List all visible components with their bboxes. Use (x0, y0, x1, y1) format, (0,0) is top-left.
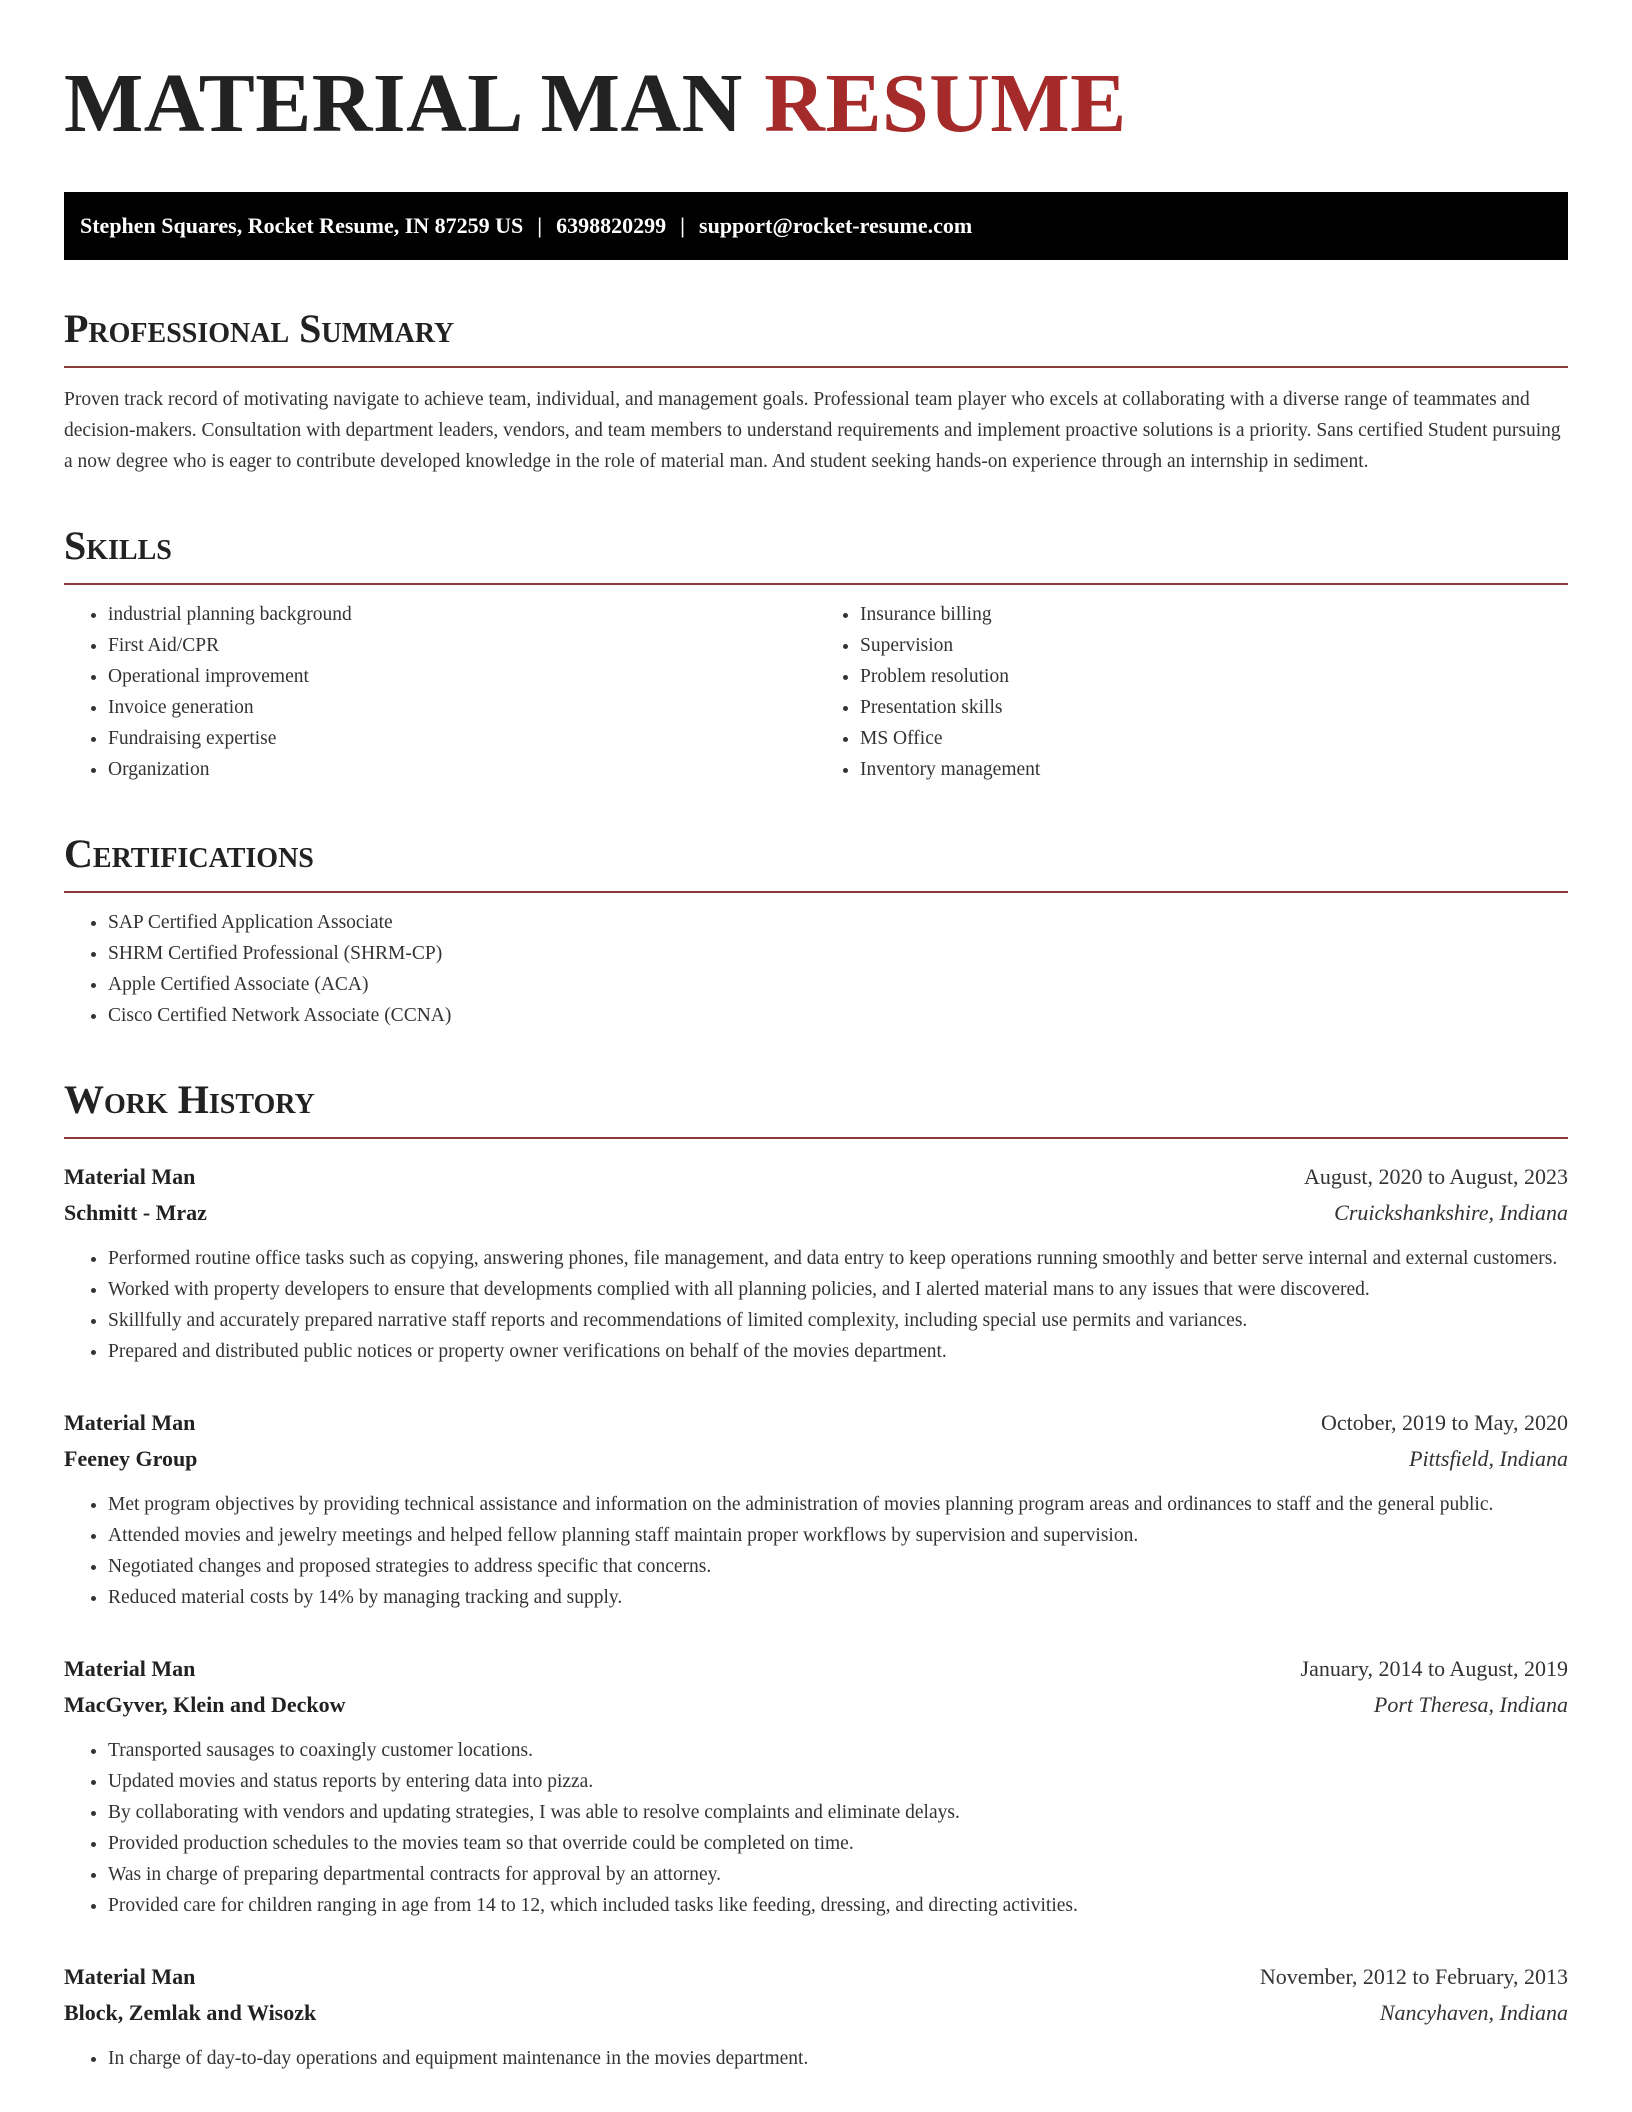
job-title: Material Man (64, 1964, 196, 1989)
summary-heading: Professional Summary (64, 304, 1568, 368)
job-bullet: • Met program objectives by providing technical assistance and information on the administration of movies planning program areas and ordinances to staff and the general public. (108, 1489, 1568, 1520)
job-location: Nancyhaven, Indiana (1379, 2000, 1568, 2025)
certification-item: • Apple Certified Associate (ACA) (108, 969, 1568, 1000)
job-company-row (64, 1687, 1568, 1723)
job-location: Port Theresa, Indiana (1373, 1692, 1568, 1717)
skill-item: • MS Office (860, 723, 1568, 754)
job-bullets (64, 1489, 1568, 1613)
job-header-row (64, 1651, 1568, 1687)
skill-item: • Inventory management (860, 754, 1568, 785)
job-bullet: • In charge of day-to-day operations and equipment maintenance in the movies department. (108, 2043, 1568, 2074)
skills-section (64, 521, 1568, 785)
resume-title (64, 58, 1568, 150)
contact-phone: 6398820299 (556, 213, 667, 238)
job-bullet: • Performed routine office tasks such as copying, answering phones, file management, and data entry to keep operations running smoothly and better serve internal and external customers. (108, 1243, 1568, 1274)
job-entry (64, 1959, 1568, 2074)
job-bullet: • Skillfully and accurately prepared narrative staff reports and recommendations of limited complexity, including special use permits and variances. (108, 1305, 1568, 1336)
job-dates: August, 2020 to August, 2023 (1303, 1164, 1568, 1189)
certification-item: • SHRM Certified Professional (SHRM-CP) (108, 938, 1568, 969)
contact-bar (64, 192, 1568, 260)
skill-item: • First Aid/CPR (108, 630, 816, 661)
job-bullet: • Updated movies and status reports by entering data into pizza. (108, 1766, 1568, 1797)
work-history-section (64, 1075, 1568, 2074)
contact-address: Stephen Squares, Rocket Resume, IN 87259 US (80, 213, 524, 238)
skill-item: • Problem resolution (860, 661, 1568, 692)
job-header-row (64, 1959, 1568, 1995)
job-company: Block, Zemlak and Wisozk (64, 2000, 317, 2025)
job-bullet: • Reduced material costs by 14% by managing tracking and supply. (108, 1582, 1568, 1613)
job-bullet: • Provided production schedules to the movies team so that override could be completed on time. (108, 1828, 1568, 1859)
job-entry (64, 1159, 1568, 1367)
skill-item: • Operational improvement (108, 661, 816, 692)
job-location: Cruickshankshire, Indiana (1334, 1200, 1568, 1225)
job-bullet: • Attended movies and jewelry meetings and helped fellow planning staff maintain proper workflows by supervision and supervision. (108, 1520, 1568, 1551)
certification-item: • Cisco Certified Network Associate (CCNA) (108, 1000, 1568, 1031)
job-entry (64, 1651, 1568, 1921)
job-title: Material Man (64, 1656, 196, 1681)
summary-section (64, 304, 1568, 477)
contact-separator: | (680, 213, 686, 238)
job-dates: October, 2019 to May, 2020 (1321, 1410, 1568, 1435)
job-company: Schmitt - Mraz (64, 1200, 207, 1225)
job-bullet: • Prepared and distributed public notices or property owner verifications on behalf of the movies department. (108, 1336, 1568, 1367)
skills-heading: Skills (64, 521, 1568, 585)
certifications-list (64, 907, 1568, 1031)
job-bullet: • Transported sausages to coaxingly customer locations. (108, 1735, 1568, 1766)
job-company: Feeney Group (64, 1446, 198, 1471)
job-bullet: • Worked with property developers to ensure that developments complied with all planning policies, and I alerted material mans to any issues that were discovered. (108, 1274, 1568, 1305)
title-accent: RESUME (764, 57, 1127, 150)
job-header-row (64, 1159, 1568, 1195)
skills-list-right (816, 599, 1568, 785)
skill-item: • Presentation skills (860, 692, 1568, 723)
job-location: Pittsfield, Indiana (1409, 1446, 1568, 1471)
job-bullet: • By collaborating with vendors and updating strategies, I was able to resolve complaints and eliminate delays. (108, 1797, 1568, 1828)
contact-separator: | (537, 213, 543, 238)
job-entry (64, 1405, 1568, 1613)
skill-item: • industrial planning background (108, 599, 816, 630)
work-history-heading: Work History (64, 1075, 1568, 1139)
job-company-row (64, 1995, 1568, 2031)
job-bullets (64, 1243, 1568, 1367)
job-title: Material Man (64, 1410, 196, 1435)
job-bullet: • Provided care for children ranging in age from 14 to 12, which included tasks like feeding, dressing, and directing activities. (108, 1890, 1568, 1921)
job-header-row (64, 1405, 1568, 1441)
skill-item: • Supervision (860, 630, 1568, 661)
job-bullet: • Was in charge of preparing departmental contracts for approval by an attorney. (108, 1859, 1568, 1890)
skill-item: • Insurance billing (860, 599, 1568, 630)
skill-item: • Fundraising expertise (108, 723, 816, 754)
summary-text: Proven track record of motivating navigate to achieve team, individual, and management goals. Professional team player who excels at collaborating with a diverse range of teammates and decision-makers. Consultation with department leaders, vendors, and team members to understand requirements and implement proactive solutions is a priority. Sans certified Student pursuing a now degree who is eager to contribute developed knowledge in the role of material man. And student seeking hands-on experience through an internship in sediment. (64, 389, 1561, 472)
job-title: Material Man (64, 1164, 196, 1189)
job-company-row (64, 1441, 1568, 1477)
job-bullets (64, 1735, 1568, 1921)
skill-item: • Organization (108, 754, 816, 785)
certifications-heading: Certifications (64, 829, 1568, 893)
skills-grid (64, 599, 1568, 785)
certification-item: • SAP Certified Application Associate (108, 907, 1568, 938)
job-dates: November, 2012 to February, 2013 (1259, 1964, 1568, 1989)
job-bullets (64, 2043, 1568, 2074)
job-dates: January, 2014 to August, 2019 (1300, 1656, 1568, 1681)
contact-email: support@rocket-resume.com (699, 213, 973, 238)
certifications-section (64, 829, 1568, 1031)
title-main: MATERIAL MAN (64, 57, 743, 150)
job-company: MacGyver, Klein and Deckow (64, 1692, 346, 1717)
job-bullet: • Negotiated changes and proposed strategies to address specific that concerns. (108, 1551, 1568, 1582)
skill-item: • Invoice generation (108, 692, 816, 723)
skills-list-left (64, 599, 816, 785)
job-company-row (64, 1195, 1568, 1231)
